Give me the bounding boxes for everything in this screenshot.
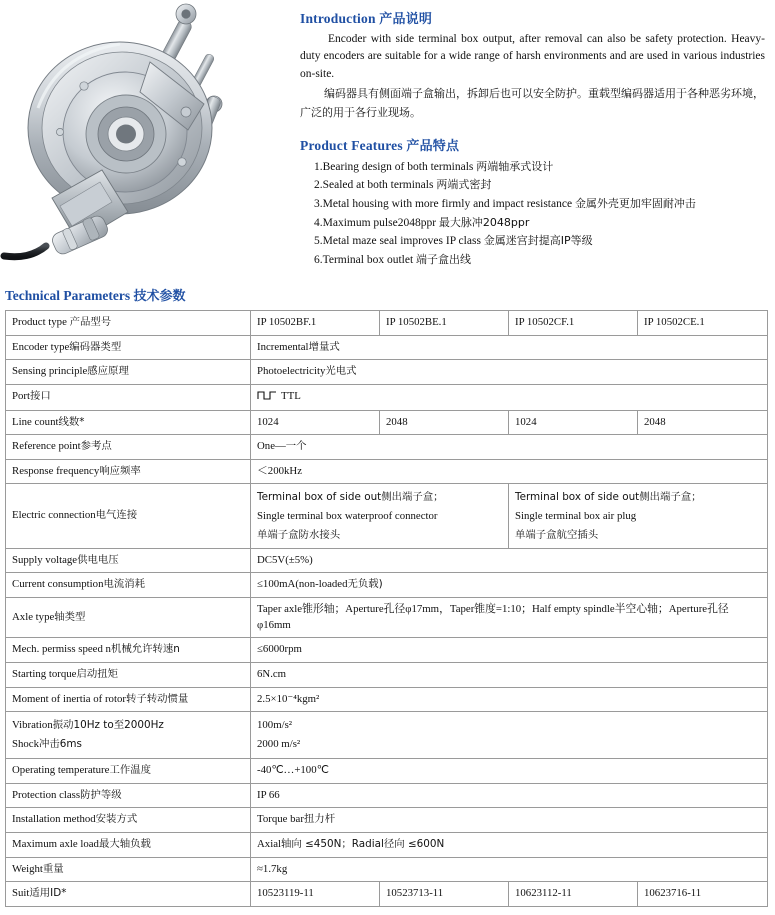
table-row bbox=[6, 573, 768, 598]
square-wave-icon bbox=[257, 390, 277, 406]
row-label-en: Sensing principle bbox=[12, 365, 88, 378]
feature-item bbox=[300, 176, 765, 195]
features-heading-en: Product Features bbox=[300, 137, 407, 153]
row-label-en: Axle type bbox=[12, 610, 55, 623]
row-value: Axial轴向 ≤450N；Radial径向 ≤600N bbox=[251, 832, 768, 857]
row-label-cn: 工作温度 bbox=[109, 764, 151, 777]
row-label-cn: 防护等级 bbox=[80, 788, 122, 801]
features-heading bbox=[300, 135, 765, 154]
feature-text-en: 5.Metal maze seal improves IP class bbox=[314, 235, 484, 248]
introduction-heading-cn: 产品说明 bbox=[379, 12, 433, 27]
row-value: 2.5×10⁻⁴kgm² bbox=[251, 687, 768, 712]
table-row bbox=[6, 484, 768, 548]
row-label-cn: 转子转动惯量 bbox=[125, 692, 189, 705]
row-value: ≈1.7kg bbox=[251, 857, 768, 882]
text-column bbox=[300, 0, 769, 285]
row-value: 1024 bbox=[509, 410, 638, 435]
row-label-cn: 接口 bbox=[30, 390, 51, 403]
feature-item bbox=[300, 195, 765, 214]
row-label bbox=[6, 548, 251, 573]
row-value: 100m/s² 2000 m/s² bbox=[251, 712, 768, 759]
table-row bbox=[6, 662, 768, 687]
row-label-cn: 重量 bbox=[42, 862, 64, 875]
row-label-cn: 线数* bbox=[58, 415, 85, 428]
row-value: ＜200kHz bbox=[251, 459, 768, 484]
row-value: DC5V(±5%) bbox=[251, 548, 768, 573]
row-label bbox=[6, 662, 251, 687]
top-section bbox=[0, 0, 775, 285]
introduction-heading bbox=[300, 8, 765, 27]
table-row bbox=[6, 638, 768, 663]
row-value: IP 10502CE.1 bbox=[638, 311, 768, 336]
row-value: -40℃…+100℃ bbox=[251, 759, 768, 784]
row-label bbox=[6, 598, 251, 638]
row-value: Photoelectricity光电式 bbox=[251, 360, 768, 385]
technical-parameters-table bbox=[5, 310, 768, 907]
row-label-en: Starting torque bbox=[12, 667, 77, 680]
feature-text-cn: 金属迷宫封提高IP等级 bbox=[483, 234, 593, 248]
row-label bbox=[6, 435, 251, 460]
table-row bbox=[6, 783, 768, 808]
row-value: Taper axle锥形轴；Aperture孔径φ17mm，Taper锥度=1:10；Half empty spindle半空心轴；Aperture孔径φ16mm bbox=[251, 598, 768, 638]
row-label-en: Protection class bbox=[12, 788, 81, 801]
introduction-paragraph-en: Encoder with side terminal box output, after removal can also be safety protection. Heavy-duty encoders are suitable for a wide range of harsh environments and are used in various industries on-site. bbox=[300, 33, 765, 80]
row-label bbox=[6, 459, 251, 484]
table-row bbox=[6, 857, 768, 882]
technical-heading-cn: 技术参数 bbox=[133, 289, 186, 304]
row-label-cn: 适用ID* bbox=[29, 887, 67, 900]
row-label bbox=[6, 335, 251, 360]
row-label-cn: 供电电压 bbox=[77, 553, 119, 566]
row-label-cn: 轴类型 bbox=[54, 610, 86, 623]
row-label bbox=[6, 384, 251, 410]
row-value: Torque bar扭力杆 bbox=[251, 808, 768, 833]
row-label bbox=[6, 808, 251, 833]
table-row bbox=[6, 384, 768, 410]
table-row bbox=[6, 435, 768, 460]
feature-text-en: 1.Bearing design of both terminals bbox=[314, 160, 477, 173]
row-value: 2048 bbox=[380, 410, 509, 435]
product-image-column bbox=[0, 0, 300, 285]
row-label-cn: 启动扭矩 bbox=[76, 667, 119, 680]
row-label bbox=[6, 687, 251, 712]
feature-text-en: 2.Sealed at both terminals bbox=[314, 179, 437, 192]
row-label-en: Vibration bbox=[12, 719, 53, 732]
feature-item bbox=[300, 232, 765, 251]
row-label bbox=[6, 882, 251, 907]
row-label-cn: 编码器类型 bbox=[69, 340, 122, 353]
table-row bbox=[6, 712, 768, 759]
row-label-en: Current consumption bbox=[12, 578, 104, 591]
features-heading-cn: 产品特点 bbox=[406, 138, 460, 154]
row-label-en: Maximum axle load bbox=[12, 837, 99, 850]
table-row bbox=[6, 548, 768, 573]
row-value: 10523713-11 bbox=[380, 882, 509, 907]
row-label-cn: 感应原理 bbox=[87, 365, 129, 378]
encoder-svg bbox=[0, 0, 300, 285]
row-label bbox=[6, 484, 251, 548]
feature-text-cn: 端子盒出线 bbox=[416, 252, 472, 266]
row-label-cn: 振动10Hz to至2000Hz bbox=[52, 719, 164, 732]
row-label-cn: 电气连接 bbox=[95, 509, 138, 522]
row-label bbox=[6, 857, 251, 882]
table-row bbox=[6, 311, 768, 336]
technical-parameters-heading bbox=[5, 285, 775, 304]
row-value: ≤6000rpm bbox=[251, 638, 768, 663]
row-value: IP 10502BE.1 bbox=[380, 311, 509, 336]
introduction-paragraph-cn-2: 广泛的用于各行业现场。 bbox=[300, 105, 421, 119]
table-row bbox=[6, 687, 768, 712]
row-label-cn: 电流消耗 bbox=[103, 578, 146, 591]
table-row bbox=[6, 335, 768, 360]
row-label-en: Weight bbox=[12, 862, 43, 875]
row-value: 10523119-11 bbox=[251, 882, 380, 907]
row-label bbox=[6, 311, 251, 336]
row-label-en: Suit bbox=[12, 887, 30, 900]
row-label-cn: 产品型号 bbox=[69, 316, 112, 328]
output-cable bbox=[4, 246, 46, 257]
row-label-en: Response frequency bbox=[12, 464, 100, 477]
row-label-en: Port bbox=[12, 390, 30, 403]
feature-text-en: 4.Maximum pulse2048ppr bbox=[314, 216, 439, 229]
row-label-cn: 最大轴负载 bbox=[98, 837, 151, 850]
row-value: ≤100mA(non-loaded无负载) bbox=[251, 573, 768, 598]
row-label bbox=[6, 573, 251, 598]
encoder-body bbox=[28, 42, 212, 214]
table-row bbox=[6, 808, 768, 833]
table-row bbox=[6, 459, 768, 484]
row-label bbox=[6, 360, 251, 385]
row-label bbox=[6, 832, 251, 857]
row-value: 1024 bbox=[251, 410, 380, 435]
row-label-en: Line count bbox=[12, 415, 59, 428]
row-label bbox=[6, 783, 251, 808]
row-label bbox=[6, 759, 251, 784]
row-label-cn: 参考点 bbox=[80, 440, 112, 453]
row-label-cn: 响应频率 bbox=[99, 464, 141, 477]
row-label-cn: 安装方式 bbox=[95, 813, 138, 826]
row-label-en: Encoder type bbox=[12, 340, 70, 353]
feature-text-cn: 金属外壳更加牢固耐冲击 bbox=[574, 197, 696, 211]
table-row bbox=[6, 598, 768, 638]
table-row bbox=[6, 410, 768, 435]
row-label-cn: 机械允许转速n bbox=[110, 643, 180, 656]
row-label-en: Mech. permiss speed n bbox=[12, 643, 111, 656]
row-value: 6N.cm bbox=[251, 662, 768, 687]
introduction-paragraph-cn-1: 编码器具有侧面端子盒输出，拆卸后也可以安全防护。重载型编码器适用于各种恶劣环境， bbox=[324, 86, 764, 100]
row-label bbox=[6, 712, 251, 759]
feature-item bbox=[300, 158, 765, 177]
feature-item bbox=[300, 214, 765, 233]
row-value: 10623112-11 bbox=[509, 882, 638, 907]
table-row bbox=[6, 832, 768, 857]
row-label bbox=[6, 410, 251, 435]
row-label2-en: Shock bbox=[12, 738, 39, 751]
feature-text-en: 3.Metal housing with more firmly and impact resistance bbox=[314, 198, 575, 211]
row-value: IP 66 bbox=[251, 783, 768, 808]
features-list bbox=[300, 158, 765, 270]
row-value: 2048 bbox=[638, 410, 768, 435]
row-label-en: Product type bbox=[12, 316, 70, 328]
feature-text-cn: 两端式密封 bbox=[436, 178, 492, 192]
row-label bbox=[6, 638, 251, 663]
row-label-en: Supply voltage bbox=[12, 553, 78, 566]
row-label-en: Reference point bbox=[12, 440, 81, 453]
row-label2-cn: 冲击6ms bbox=[39, 738, 82, 751]
row-value: Terminal box of side out侧出端子盒； Single terminal box waterproof connector 单端子盒防水接头 bbox=[251, 484, 509, 548]
row-value: IP 10502CF.1 bbox=[509, 311, 638, 336]
row-label-en: Moment of inertia of rotor bbox=[12, 692, 126, 705]
table-row bbox=[6, 759, 768, 784]
row-label-en: Installation method bbox=[12, 813, 96, 826]
feature-item bbox=[300, 251, 765, 270]
row-label-en: Operating temperature bbox=[12, 764, 110, 777]
row-value: Terminal box of side out侧出端子盒； Single terminal box air plug 单端子盒航空插头 bbox=[509, 484, 768, 548]
table-row bbox=[6, 882, 768, 907]
feature-text-en: 6.Terminal box outlet bbox=[314, 253, 417, 266]
row-value: 10623716-11 bbox=[638, 882, 768, 907]
row-value: TTL bbox=[251, 384, 768, 410]
row-value: One—一个 bbox=[251, 435, 768, 460]
introduction-heading-en: Introduction bbox=[300, 11, 380, 26]
feature-text-cn: 两端轴承式设计 bbox=[476, 159, 554, 173]
row-value: IP 10502BF.1 bbox=[251, 311, 380, 336]
row-label-en: Electric connection bbox=[12, 509, 96, 522]
feature-text-cn: 最大脉冲2048ppr bbox=[438, 215, 530, 229]
encoder-illustration bbox=[0, 0, 300, 285]
table-row bbox=[6, 360, 768, 385]
row-value: Incremental增量式 bbox=[251, 335, 768, 360]
technical-heading-en: Technical Parameters bbox=[5, 288, 134, 303]
